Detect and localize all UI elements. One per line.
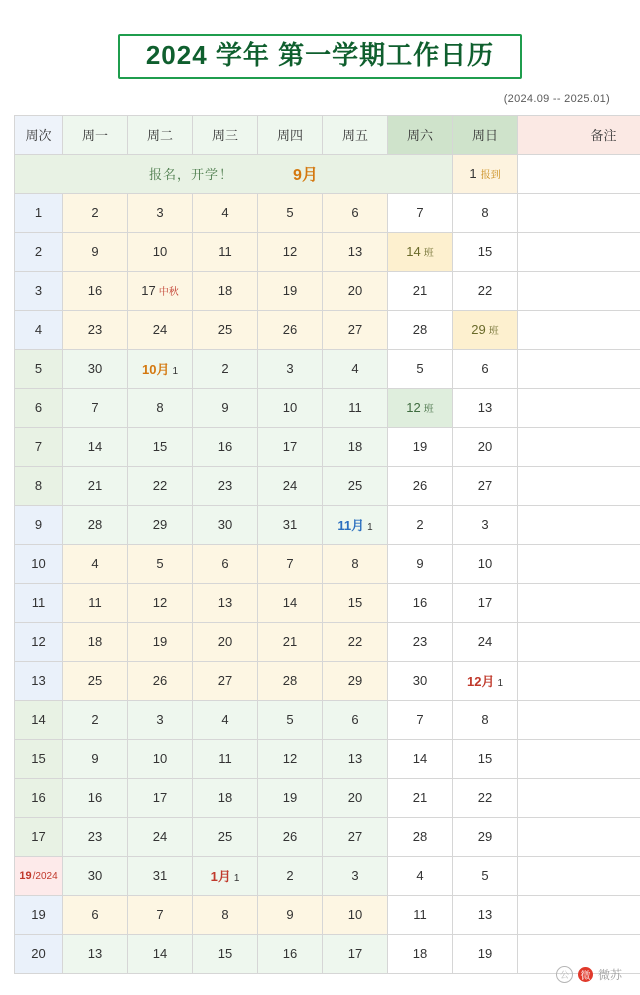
day-cell-thu: 28 [258,661,323,700]
day-cell-sat: 23 [388,622,453,661]
day-cell-sun: 15 [453,739,518,778]
day-cell-thu: 3 [258,349,323,388]
day-cell-tue: 26 [128,661,193,700]
day-cell-sun: 22 [453,271,518,310]
table-row [15,661,640,700]
banner-sunday-cell [453,154,518,193]
day-cell-mon: 4 [63,544,128,583]
column-header-thu: 周四 [258,115,323,154]
day-cell-sun: 8 [453,193,518,232]
day-cell-fri: 4 [323,349,388,388]
day-cell-sun: 27 [453,466,518,505]
day-cell-wed: 25 [193,310,258,349]
day-cell-tue: 17 中秋 [128,271,193,310]
day-cell-thu: 21 [258,622,323,661]
day-cell-tue: 22 [128,466,193,505]
day-cell-mon: 28 [63,505,128,544]
week-number-cell: 3 [15,271,63,310]
table-row [15,388,640,427]
day-cell-mon: 23 [63,310,128,349]
week-number-cell: 2 [15,232,63,271]
day-cell-sat: 26 [388,466,453,505]
week-number-cell: 5 [15,349,63,388]
day-cell-wed: 25 [193,817,258,856]
watermark [556,966,622,983]
day-cell-wed: 4 [193,193,258,232]
day-cell-mon: 11 [63,583,128,622]
watermark-circle-icon: 公 [556,966,573,983]
day-cell-tue: 10 [128,232,193,271]
day-cell-thu: 9 [258,895,323,934]
day-cell-tue: 12 [128,583,193,622]
table-row [15,817,640,856]
day-cell-fri: 17 [323,934,388,973]
day-cell-fri: 3 [323,856,388,895]
day-cell-mon: 2 [63,193,128,232]
day-cell-thu: 16 [258,934,323,973]
day-cell-sat: 21 [388,271,453,310]
day-cell-wed: 11 [193,739,258,778]
day-cell-fri: 15 [323,583,388,622]
table-row [15,739,640,778]
note-cell [518,583,640,622]
day-cell-wed: 27 [193,661,258,700]
day-cell-fri: 27 [323,310,388,349]
day-cell-mon: 9 [63,739,128,778]
week-number-cell: 6 [15,388,63,427]
day-cell-fri: 10 [323,895,388,934]
note-cell [518,466,640,505]
day-cell-mon: 30 [63,349,128,388]
day-cell-fri: 13 [323,232,388,271]
note-cell [518,505,640,544]
note-cell [518,349,640,388]
note-cell [518,739,640,778]
day-cell-wed: 13 [193,583,258,622]
day-cell-wed: 1月 1 [193,856,258,895]
note-cell [518,622,640,661]
table-row [15,622,640,661]
day-cell-wed: 20 [193,622,258,661]
table-row [15,856,640,895]
column-header-weekno: 周次 [15,115,63,154]
table-row [15,193,640,232]
day-cell-fri: 8 [323,544,388,583]
day-cell-mon: 6 [63,895,128,934]
note-cell [518,700,640,739]
title-container [14,34,626,79]
note-cell [518,310,640,349]
day-cell-wed: 30 [193,505,258,544]
date-range-subtitle: (2024.09 -- 2025.01) [14,93,626,105]
day-cell-tue: 8 [128,388,193,427]
note-cell [518,544,640,583]
day-cell-wed: 2 [193,349,258,388]
day-cell-sun: 12月 1 [453,661,518,700]
note-cell [518,232,640,271]
day-cell-wed: 6 [193,544,258,583]
day-cell-mon: 25 [63,661,128,700]
table-row [15,427,640,466]
banner-month-label: 9月 [293,162,318,185]
day-cell-tue: 19 [128,622,193,661]
week-number-cell: 12 [15,622,63,661]
note-cell [518,661,640,700]
day-cell-sun: 29 班 [453,310,518,349]
note-cell [518,427,640,466]
week-number-cell: 9 [15,505,63,544]
day-cell-sun: 22 [453,778,518,817]
banner-cell [15,154,453,193]
week-number-cell: 13 [15,661,63,700]
day-cell-sat: 28 [388,310,453,349]
note-cell [518,271,640,310]
day-cell-sun: 17 [453,583,518,622]
day-cell-sat: 14 [388,739,453,778]
day-cell-wed: 23 [193,466,258,505]
note-cell [518,388,640,427]
day-cell-mon: 14 [63,427,128,466]
day-cell-wed: 9 [193,388,258,427]
table-row [15,505,640,544]
day-cell-sat: 7 [388,193,453,232]
table-row [15,895,640,934]
day-cell-sun: 8 [453,700,518,739]
note-cell [518,817,640,856]
day-cell-fri: 6 [323,700,388,739]
day-cell-sat: 30 [388,661,453,700]
day-cell-thu: 12 [258,739,323,778]
banner-sunday-value: 1 [469,166,476,181]
banner-row [15,154,640,193]
week-number-cell: 15 [15,739,63,778]
day-cell-tue: 24 [128,817,193,856]
day-cell-sat: 5 [388,349,453,388]
day-cell-thu: 19 [258,271,323,310]
day-cell-tue: 31 [128,856,193,895]
table-row [15,778,640,817]
day-cell-thu: 10 [258,388,323,427]
table-row [15,544,640,583]
week-number-cell: 20 [15,934,63,973]
week-number-cell: 19/2024 [15,856,63,895]
column-header-fri: 周五 [323,115,388,154]
week-number-cell: 16 [15,778,63,817]
day-cell-sun: 29 [453,817,518,856]
day-cell-thu: 17 [258,427,323,466]
day-cell-mon: 7 [63,388,128,427]
day-cell-sun: 3 [453,505,518,544]
banner-left-text: 报名，开学！ [149,164,233,183]
day-cell-sat: 2 [388,505,453,544]
week-number-cell: 17 [15,817,63,856]
day-cell-sun: 19 [453,934,518,973]
note-cell [518,193,640,232]
day-cell-thu: 5 [258,193,323,232]
day-cell-mon: 13 [63,934,128,973]
day-cell-sat: 19 [388,427,453,466]
day-cell-tue: 29 [128,505,193,544]
day-cell-thu: 19 [258,778,323,817]
column-header-note: 备注 [518,115,640,154]
day-cell-sun: 10 [453,544,518,583]
note-cell [518,895,640,934]
day-cell-sun: 13 [453,895,518,934]
day-cell-sun: 15 [453,232,518,271]
week-number-cell: 7 [15,427,63,466]
table-header [15,115,640,154]
day-cell-sat: 7 [388,700,453,739]
table-row [15,934,640,973]
day-cell-wed: 18 [193,778,258,817]
day-cell-tue: 15 [128,427,193,466]
day-cell-fri: 27 [323,817,388,856]
work-calendar-table [14,115,640,974]
column-header-sun: 周日 [453,115,518,154]
day-cell-sat: 28 [388,817,453,856]
banner-note-cell [518,154,640,193]
column-header-tue: 周二 [128,115,193,154]
watermark-badge-icon: 微 [578,967,593,982]
day-cell-tue: 7 [128,895,193,934]
day-cell-sun: 24 [453,622,518,661]
day-cell-sun: 20 [453,427,518,466]
day-cell-thu: 12 [258,232,323,271]
note-cell [518,778,640,817]
week-number-cell: 19 [15,895,63,934]
day-cell-sat: 9 [388,544,453,583]
day-cell-sun: 13 [453,388,518,427]
week-number-cell: 14 [15,700,63,739]
week-number-cell: 11 [15,583,63,622]
day-cell-sat: 14 班 [388,232,453,271]
banner-sunday-badge: 报到 [481,166,501,181]
day-cell-mon: 21 [63,466,128,505]
day-cell-mon: 23 [63,817,128,856]
day-cell-mon: 2 [63,700,128,739]
day-cell-thu: 31 [258,505,323,544]
column-header-sat: 周六 [388,115,453,154]
day-cell-sat: 12 班 [388,388,453,427]
page-title: 2024 学年 第一学期工作日历 [146,41,494,70]
day-cell-fri: 25 [323,466,388,505]
day-cell-fri: 22 [323,622,388,661]
week-number-cell: 8 [15,466,63,505]
day-cell-mon: 30 [63,856,128,895]
day-cell-fri: 11月 1 [323,505,388,544]
week-number-cell: 10 [15,544,63,583]
day-cell-tue: 5 [128,544,193,583]
week-number-cell: 4 [15,310,63,349]
day-cell-thu: 5 [258,700,323,739]
day-cell-thu: 7 [258,544,323,583]
calendar-page [0,34,640,995]
table-row [15,232,640,271]
day-cell-fri: 6 [323,193,388,232]
column-header-mon: 周一 [63,115,128,154]
table-row [15,700,640,739]
day-cell-fri: 20 [323,778,388,817]
day-cell-mon: 9 [63,232,128,271]
day-cell-fri: 11 [323,388,388,427]
day-cell-tue: 10月 1 [128,349,193,388]
day-cell-wed: 8 [193,895,258,934]
day-cell-tue: 3 [128,700,193,739]
day-cell-thu: 14 [258,583,323,622]
day-cell-thu: 24 [258,466,323,505]
day-cell-tue: 17 [128,778,193,817]
day-cell-wed: 11 [193,232,258,271]
day-cell-tue: 24 [128,310,193,349]
day-cell-tue: 14 [128,934,193,973]
day-cell-sat: 21 [388,778,453,817]
day-cell-mon: 16 [63,778,128,817]
day-cell-mon: 16 [63,271,128,310]
day-cell-wed: 4 [193,700,258,739]
day-cell-thu: 26 [258,817,323,856]
day-cell-wed: 18 [193,271,258,310]
day-cell-sun: 6 [453,349,518,388]
day-cell-fri: 29 [323,661,388,700]
title-box [118,34,522,79]
day-cell-sun: 5 [453,856,518,895]
day-cell-mon: 18 [63,622,128,661]
day-cell-thu: 2 [258,856,323,895]
day-cell-fri: 20 [323,271,388,310]
day-cell-wed: 15 [193,934,258,973]
watermark-text: 微苏 [598,966,622,983]
table-row [15,466,640,505]
day-cell-sat: 18 [388,934,453,973]
day-cell-tue: 3 [128,193,193,232]
header-row [15,115,640,154]
column-header-wed: 周三 [193,115,258,154]
day-cell-sat: 4 [388,856,453,895]
week-number-cell: 1 [15,193,63,232]
day-cell-thu: 26 [258,310,323,349]
day-cell-fri: 18 [323,427,388,466]
table-row [15,310,640,349]
day-cell-sat: 11 [388,895,453,934]
note-cell [518,856,640,895]
table-row [15,271,640,310]
day-cell-sat: 16 [388,583,453,622]
day-cell-fri: 13 [323,739,388,778]
table-row [15,349,640,388]
table-row [15,583,640,622]
day-cell-tue: 10 [128,739,193,778]
day-cell-wed: 16 [193,427,258,466]
table-body [15,154,640,973]
